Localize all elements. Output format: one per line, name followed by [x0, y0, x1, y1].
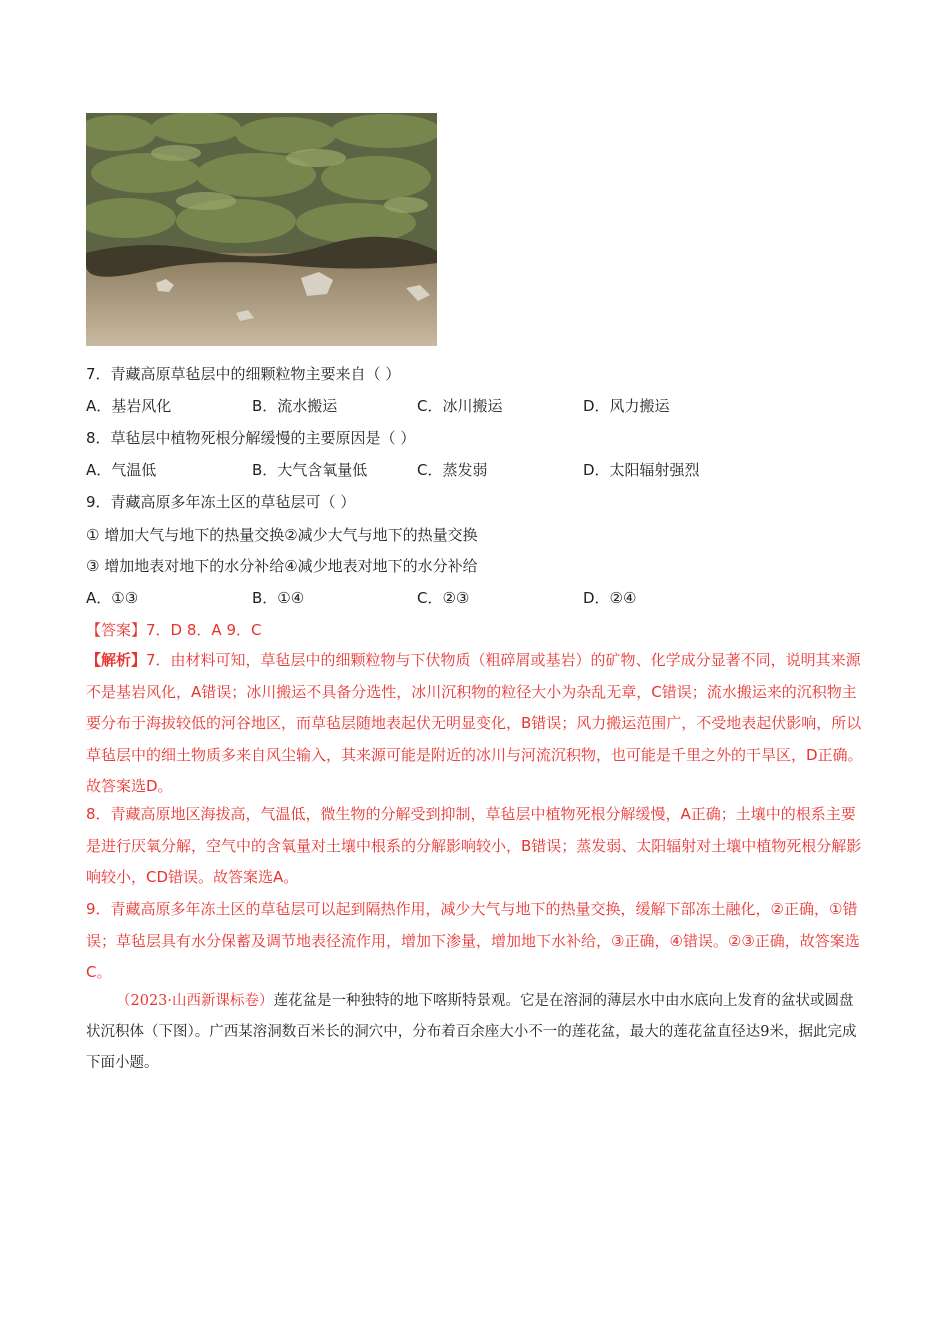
question-9-stem: 9．青藏高原多年冻土区的草毡层可（ ）: [86, 493, 356, 511]
intro-text: 莲花盆是一种独特的地下喀斯特景观。它是在溶洞的薄层水中由水底向上发育的盆状或圆盘状沉积体（下图）。广西某溶洞数百米长的洞穴中，分布着百余座大小不一的莲花盆，最大的莲花盆直径达9米，据此完成下面小题。: [86, 993, 857, 1071]
question-7-option-c: C．冰川搬运: [417, 397, 503, 415]
question-9-option-b: B．①④: [252, 589, 305, 607]
question-7-stem: 7．青藏高原草毡层中的细颗粒物主要来自（ ）: [86, 365, 401, 383]
question-9-option-c: C．②③: [417, 589, 470, 607]
analysis-q8: 8．青藏高原地区海拔高，气温低，微生物的分解受到抑制，草毡层中植物死根分解缓慢，A正确；土壤中的根系主要是进行厌氧分解，空气中的含氧量对土壤中根系的分解影响较小，B错误；蒸发弱、太阳辐射对土壤中植物死根分解影响较小，CD错误。故答案选A。: [86, 805, 862, 886]
question-8-stem: 8．草毡层中植物死根分解缓慢的主要原因是（ ）: [86, 429, 416, 447]
question-7-option-a: A．基岩风化: [86, 397, 172, 415]
analysis-q9: 9．青藏高原多年冻土区的草毡层可以起到隔热作用，减少大气与地下的热量交换，缓解下部冻土融化，②正确，①错误；草毡层具有水分保蓄及调节地表径流作用，增加下渗量，增加地下水补给，③正确，④错误。②③正确，故答案选C。: [86, 900, 860, 981]
answer-text: 7．D 8．A 9．C: [146, 621, 262, 639]
question-9-choices-2: ③ 增加地表对地下的水分补给④减少地表对地下的水分补给: [86, 557, 478, 575]
question-9-option-a: A．①③: [86, 589, 139, 607]
question-7-option-d: D．风力搬运: [583, 397, 670, 415]
intro-source: （2023·山西新课标卷）: [116, 993, 274, 1009]
question-8-option-a: A．气温低: [86, 461, 157, 479]
question-8-option-b: B．大气含氧量低: [252, 461, 368, 479]
answer-line: [86, 620, 261, 640]
answer-label: 【答案】: [86, 621, 147, 639]
question-7-option-b: B．流水搬运: [252, 397, 338, 415]
next-question-intro: [86, 986, 864, 1079]
question-8-option-c: C．蒸发弱: [417, 461, 488, 479]
grass-mat-photo: [86, 113, 437, 346]
analysis-q7: [86, 645, 864, 803]
question-9-option-d: D．②④: [583, 589, 637, 607]
analysis-label: 【解析】: [86, 651, 147, 669]
question-8-option-d: D．太阳辐射强烈: [583, 461, 700, 479]
question-9-choices-1: ① 增加大气与地下的热量交换②减少大气与地下的热量交换: [86, 526, 478, 544]
analysis-q7-text: 7．由材料可知，草毡层中的细颗粒物与下伏物质（粗碎屑或基岩）的矿物、化学成分显著不同，说明其来源不是基岩风化，A错误；冰川搬运不具备分选性，冰川沉积物的粒径大小为杂乱无章，C错误；流水搬运来的沉积物主要分布于海拔较低的河谷地区，而草毡层随地表起伏无明显变化，B错误；风力搬运范围广，不受地表起伏影响，所以草毡层中的细土物质多来自风尘输入，其来源可能是附近的冰川与河流沉积物，也可能是千里之外的干旱区，D正确。故答案选D。: [86, 651, 863, 795]
